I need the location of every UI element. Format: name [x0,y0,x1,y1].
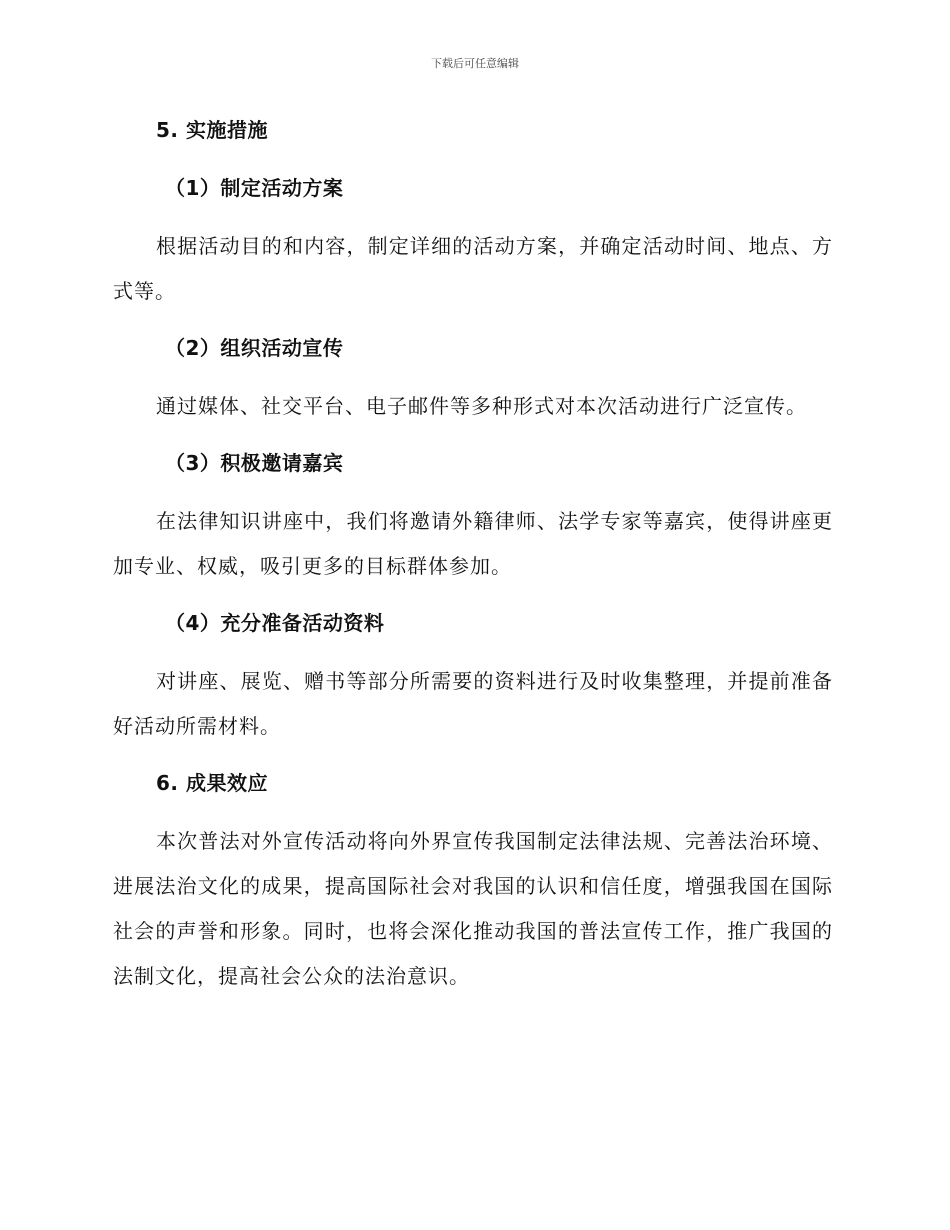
subheading-guests: （3）积极邀请嘉宾 [165,451,344,475]
paragraph-materials: 对讲座、展览、赠书等部分所需要的资料进行及时收集整理，并提前准备好活动所需材料。 [113,669,833,738]
subheading-materials: （4）充分准备活动资料 [165,611,385,635]
section-heading-implementation: 5. 实施措施 [156,118,268,142]
paragraph-plan: 根据活动目的和内容，制定详细的活动方案，并确定活动时间、地点、方式等。 [113,234,833,303]
document-body [113,108,833,1011]
section-heading-outcomes: 6. 成果效应 [156,771,268,795]
paragraph-outcomes: 本次普法对外宣传活动将向外界宣传我国制定法律法规、完善法治环境、进展法治文化的成果，提高国际社会对我国的认识和信任度，增强我国在国际社会的声誉和形象。同时，也将会深化推动我国的普法宣传工作，推广我国的法制文化，提高社会公众的法治意识。 [113,829,833,988]
paragraph-promotion: 通过媒体、社交平台、电子邮件等多种形式对本次活动进行广泛宣传。 [156,394,807,418]
subheading-promotion: （2）组织活动宣传 [165,336,344,360]
paragraph-guests: 在法律知识讲座中，我们将邀请外籍律师、法学专家等嘉宾，使得讲座更加专业、权威，吸引更多的目标群体参加。 [113,509,833,578]
page-header: 下载后可任意编辑 [431,57,519,70]
subheading-plan: （1）制定活动方案 [165,176,344,200]
